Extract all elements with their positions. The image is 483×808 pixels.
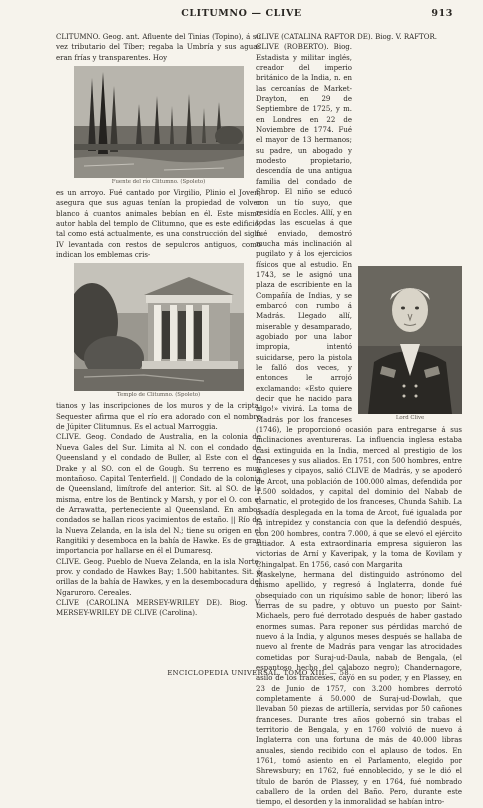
left-column	[56, 32, 261, 619]
figure-templo-clitumno	[56, 263, 261, 399]
entry-clitumno-body: es un arroyo. Fué cantado por Virgilio, Plinio el Joven, asegura que sus aguas tenían la propiedad de volver blanco á cuantos animales bebían en él. Este mismo autor habla del templo de Clitumno, que es este edificio, tal como está actualmente, es una construcción del siglo IV levantada con restos de sepulcros antiguos, como indican los emblemas cris-	[56, 189, 261, 260]
entry-clive-roberto: CLIVE (ROBERTO). Biog. Estadista y militar inglés, creador del imperio británico de la India, n. en las cercanías de Market-Drayton, en 29 de Septiembre de 1725, y m. en Londres en 22 de Noviembre de 1774. Fué el mayor de 13 hermanos; su padre, un abogado y modesto propietario, descendía de una antigua familia del condado de Shrop. El niño se educó con un tío suyo, que residía en Eccles. Allí, y en todas las escuelas á que fué enviado, demostró mucha más inclinación al pugilato y á los ejercicios físicos que al estudio. En 1743, se le asignó una plaza de escribiente en la Compañía de Indias, y se embarcó con rumbo á Madrás. Llegado allí, miserable y desamparado, agobiado por una labor impropia, intentó suicidarse, pero la pistola le falló dos veces, y entonces le arrojó exclamando: «Esto quiere decir que he nacido para algo!» vivirá. La toma de Madrás por los franceses (1746), le proporcionó ocasión para entregarse á sus inclinaciones aventureras. La influencia inglesa estaba casi extinguida en la India, merced al prestigio de los franceses y sus aliados. En 1751, con 500 hombres, entre ingleses y cipayos, salió CLIVE de Madrás, y se apoderó de Arcot, una población de 100.000 almas, defendida por 1.500 soldados, y capital del dominio del Nabab de Carnatic, el protegido de los franceses, Chunda Sahib. La osadía desplegada en la toma de Arcot, fué igualada por la intrepidez y constancia con que la defendió después, con 200 hombres, contra 7.000, á que se elevó el ejército sitiador. A esta extraordinaria empresa siguieron las victorias de Arní y Kaveripak, y la toma de Kovilam y Chingalpat. En 1756, casó con Margarita	[256, 43, 462, 569]
right-column	[256, 32, 462, 808]
figure-caption: Lord Clive	[395, 415, 425, 422]
entry-clive-australia: CLIVE. Geog. Condado de Australia, en la colonia de Nueva Gales del Sur. Limita al N. con el condado de Queensland y el condado de Buller, al Este con el de Drake y al SO. con el de Gough. Su terreno es muy montañoso. Capital Tenterfield. || Condado de la colonia de Queensland, limítrofe del anterior. Sit. al SO. de la misma, entre los de Bentinck y Marsh, y por el O. con el de Arrawatta, perteneciente al Queensland. En ambos condados se hallan ricos yacimientos de estaño. || Río de la Nueva Zelanda, en la isla del N.; tiene su origen en el Rangitiki y desemboca en la bahía de Hawke. Es de gran importancia por hallarse en él el Dumaresq.	[56, 433, 261, 556]
running-title: CLITUMNO — CLIVE	[181, 8, 302, 19]
entry-clitumno-intro: CLITUMNO. Geog. ant. Afluente del Tinias (Topino), á su vez tributario del Tíber; regaba la Umbría y sus aguas eran frías y transparentes. Hoy	[56, 33, 261, 62]
portrait-lord-clive	[358, 266, 462, 414]
photo-river-trees	[74, 66, 244, 178]
page-footer: ENCICLOPEDIA UNIVERSAL. TOMO XIII. — 58.	[167, 669, 352, 677]
figure-fuente-clitumno	[56, 66, 261, 186]
entry-clitumno-end: tianos y las inscripciones de los muros y de la cripta. Sequester afirma que el río era adorado con el nombre de Júpiter Clitumnus. Es el actual Marroggia.	[56, 402, 261, 432]
figure-caption: Templo de Clitumno. (Spoleto)	[116, 392, 201, 399]
figure-lord-clive	[358, 266, 462, 422]
running-header	[0, 8, 483, 22]
photo-temple	[74, 263, 244, 391]
figure-caption: Fuente del río Clitumno. (Spoleto)	[111, 179, 206, 186]
entry-clive-nz: CLIVE. Geog. Pueblo de Nueva Zelanda, en la isla Norte, prov. y condado de Hawkes Bay; 1.500 habitantes. Sit. á orillas de la bahía de Hawkes, y en la desembocadura del Ngaruroro. Cereales.	[56, 557, 261, 597]
page-number: 913	[431, 8, 453, 19]
entry-clive-roberto-cont: Maskelyne, hermana del distinguido astrónomo del mismo apellido, y regresó á Inglaterra, donde fué obsequiado con un riquísimo sable de honor; liberó las tierras de su padre, y obtuvo un puesto por Saint-Michaels, pero fué derrotado después de haber gastado enormes sumas. Para reponer sus pérdidas marchó de nuevo á la India, y algunos meses después se hallaba de nuevo al frente de Madrás para vengar las atrocidades cometidas por Suraj-ud-Daula, nabab de Bengala, (el espantoso hecho del calabozo negro); Chandernagore, asilo de los franceses, cayó en su poder, y en Plassey, en 23 de Junio de 1757, con 3.200 hombres derrotó completamente á 50.000 de Suraj-ud-Dowlah, que llevaban 50 piezas de artillería, servidas por 50 cañones franceses. Durante tres años gobernó sin trabas el territorio de Bengala, y en 1760 volvió de nuevo á Inglaterra con una fortuna de más de 40.000 libras anuales, siendo recibido con el aplauso de todos. En 1761, tomó asiento en el Parlamento, elegido por Shrewsbury; en 1762, fué ennoblecido, y se le dió el título de barón de Plassey, y en 1764, fué nombrado caballero de la orden del Baño. Pero, durante este tiempo, el desorden y la inmoralidad se habían intro-	[256, 570, 462, 807]
entry-clive-catalina: CLIVE (CATALINA RAFTOR DE). Biog. V. RAFTOR.	[256, 33, 437, 41]
entry-clive-carolina: CLIVE (CAROLINA MERSEY-WRILEY DE). Biog. V. MERSEY-WRILEY DE CLIVE (Carolina).	[56, 598, 261, 618]
